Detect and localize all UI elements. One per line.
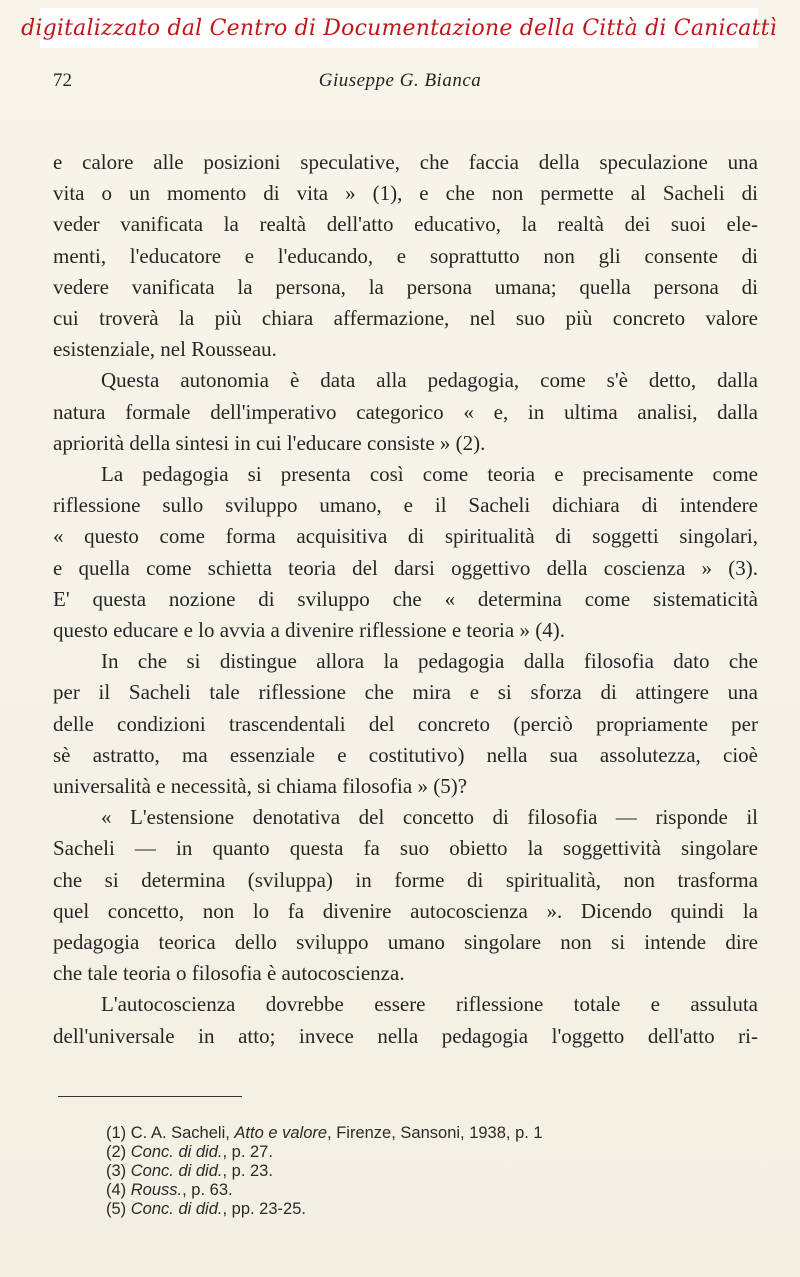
text-line: dell'universale in atto; invece nella pedagogia l'oggetto dell'atto ri- [53, 1023, 758, 1048]
text-line: che tale teoria o filosofia è autocoscienza. [53, 961, 405, 986]
text-line: Sacheli — in quanto questa fa suo obietto la soggettività singolare [53, 836, 758, 861]
footnote-number: (1) [106, 1124, 127, 1142]
text-line: menti, l'educatore e l'educando, e soprattutto non gli consente di [53, 243, 758, 268]
paragraph [53, 147, 758, 365]
text-line: delle condizioni trascendentali del concreto (perciò propriamente per [53, 711, 758, 736]
footnotes [106, 1124, 766, 1219]
digitization-banner [21, 8, 777, 48]
footnote [106, 1143, 766, 1162]
text-line: riflessione sullo sviluppo umano, e il Sacheli dichiara di intendere [53, 493, 758, 518]
text-line: vita o un momento di vita » (1), e che non permette al Sacheli di [53, 181, 758, 206]
text-line: questo educare e lo avvia a divenire riflessione e teoria » (4). [53, 618, 565, 643]
text-line: In che si distingue allora la pedagogia dalla filosofia dato che [101, 649, 758, 674]
text-line: apriorità della sintesi in cui l'educare consiste » (2). [53, 430, 486, 455]
paragraph [53, 989, 758, 1051]
text-line: « L'estensione denotativa del concetto di filosofia — risponde il [101, 805, 758, 830]
text-line: pedagogia teorica dello sviluppo umano singolare non si intende dire [53, 930, 758, 955]
running-head: Giuseppe G. Bianca [318, 70, 482, 91]
footnote [106, 1124, 766, 1143]
footnote-title: Conc. di did. [130, 1200, 223, 1218]
paragraph [53, 365, 758, 459]
footnote-number: (3) [106, 1162, 127, 1180]
paragraph [53, 459, 758, 646]
text-line: veder vanificata la realtà dell'atto educativo, la realtà dei suoi ele- [53, 212, 758, 237]
footnote [106, 1200, 766, 1219]
text-line: quel concetto, non lo fa divenire autocoscienza ». Dicendo quindi la [53, 898, 758, 923]
footnote-title: Conc. di did. [130, 1162, 223, 1180]
footnote-title: Conc. di did. [130, 1143, 223, 1161]
footnote-number: (2) [106, 1143, 127, 1161]
text-line: vedere vanificata la persona, la persona umana; quella persona di [53, 274, 758, 299]
text-line: e calore alle posizioni speculative, che faccia della speculazione una [53, 150, 758, 174]
text-line: « questo come forma acquisitiva di spiritualità di soggetti singolari, [53, 524, 758, 549]
footnote-citation: , p. 27. [222, 1143, 273, 1161]
text-line: E' questa nozione di sviluppo che « determina come sistematicità [53, 586, 758, 611]
text-line: L'autocoscienza dovrebbe essere riflessione totale e assuluta [101, 992, 758, 1017]
text-line: cui troverà la più chiara affermazione, nel suo più concreto valore [53, 306, 758, 331]
text-line: La pedagogia si presenta così come teoria e precisamente come [101, 462, 758, 487]
paragraph [53, 802, 758, 989]
footnote-number: (4) [106, 1181, 127, 1199]
text-line: e quella come schietta teoria del darsi oggettivo della coscienza » (3). [53, 555, 758, 580]
text-line: che si determina (sviluppa) in forme di spiritualità, non trasforma [53, 867, 758, 892]
footnote-title: Rouss. [130, 1181, 183, 1199]
footnote [106, 1162, 766, 1181]
footnote-author: C. A. Sacheli, [130, 1124, 235, 1142]
footnote-citation: , p. 63. [182, 1181, 233, 1199]
footnote-title: Atto e valore [234, 1124, 328, 1142]
footnote-divider [58, 1096, 242, 1097]
text-line: esistenziale, nel Rousseau. [53, 337, 277, 362]
footnote-citation: , pp. 23-25. [222, 1200, 306, 1218]
text-line: sè astratto, ma essenziale e costitutivo) nella sua assolutezza, cioè [53, 742, 758, 767]
footnote-number: (5) [106, 1200, 127, 1218]
footnote-citation: , p. 23. [222, 1162, 273, 1180]
paragraph [53, 646, 758, 802]
text-line: universalità e necessità, si chiama filosofia » (5)? [53, 774, 468, 799]
footnote [106, 1181, 766, 1200]
footnote-citation: , Firenze, Sansoni, 1938, p. 1 [327, 1124, 543, 1142]
text-line: per il Sacheli tale riflessione che mira e si sforza di attingere una [53, 680, 758, 705]
banner-text: digitalizzato dal Centro di Documentazione della Città di Canicattì [21, 15, 777, 41]
text-line: natura formale dell'imperativo categorico « e, in ultima analisi, dalla [53, 399, 758, 424]
text-line: Questa autonomia è data alla pedagogia, come s'è detto, dalla [101, 368, 758, 393]
body-text [53, 147, 758, 1052]
page-number: 72 [53, 70, 72, 91]
